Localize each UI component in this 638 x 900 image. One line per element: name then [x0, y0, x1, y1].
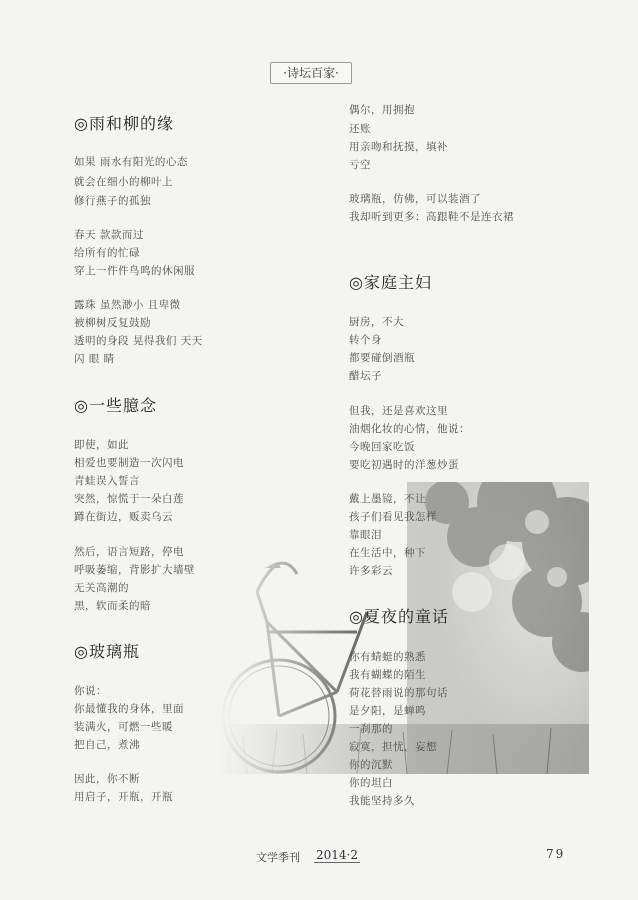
poem-title-yixie-yinian: ◎一些臆念 [74, 396, 157, 415]
poem-line: 无关高潮的 [74, 582, 129, 594]
poem-line: 用亲吻和抚摸，填补 [349, 141, 448, 153]
poem-line: 如果 雨水有阳光的心态 [74, 156, 188, 168]
poem-title-xiaye-tonghua: ◎夏夜的童话 [349, 607, 449, 626]
poem-line: 被柳树反复鼓励 [74, 317, 151, 329]
poem-line: 把自己，煮沸 [74, 739, 140, 751]
poem-line: 你最懂我的身体，里面 [74, 703, 184, 715]
poem-line: 你的沉默 [349, 759, 393, 771]
poem-line: 转个身 [349, 334, 382, 346]
poem-line: 你的坦白 [349, 777, 393, 789]
poem-line: 在生活中，种下 [349, 547, 426, 559]
page-number: 79 [546, 847, 566, 861]
poem-line: 我能坚持多久 [349, 795, 415, 807]
poem-line: 油烟化妆的心情，他说： [349, 423, 470, 435]
poem-line: 就会在细小的柳叶上 [74, 176, 173, 188]
poem-line: 突然，惊慌于一朵白莲 [74, 493, 184, 505]
poem-line: 我有蝴蝶的陌生 [349, 669, 426, 681]
poem-line: 相爱也要制造一次闪电 [74, 457, 184, 469]
poem-line: 春天 款款而过 [74, 229, 144, 241]
poem-line: 你有蜻蜓的熟悉 [349, 651, 426, 663]
poem-line: 然后，语言短路，停电 [74, 546, 184, 558]
poem-line: 一刹那的 [349, 723, 393, 735]
poem-line: 我却听到更多：高跟鞋不是连衣裙 [349, 211, 514, 223]
poem-line: 青蛙误入誓言 [74, 475, 140, 487]
poem-line: 露珠 虽然渺小 且卑微 [74, 299, 181, 311]
journal-name: 文学季刊 [256, 851, 300, 864]
poem-line: 许多彩云 [349, 565, 393, 577]
poem-line: 戴上墨镜，不让 [349, 493, 426, 505]
poem-line: 荷花替雨说的那句话 [349, 687, 448, 699]
poem-line: 玻璃瓶，仿佛，可以装酒了 [349, 193, 481, 205]
poem-line: 靠眼泪 [349, 529, 382, 541]
poem-title-boli-ping: ◎玻璃瓶 [74, 642, 140, 661]
poem-title-jiating-zhufu: ◎家庭主妇 [349, 273, 432, 292]
poem-line: 因此，你不断 [74, 773, 140, 785]
poem-line: 厨房，不大 [349, 316, 404, 328]
poem-line: 穿上一件件鸟鸣的休闲服 [74, 265, 195, 277]
poem-line: 寂寞，担忧，妄想 [349, 741, 437, 753]
poem-line: 给所有的忙碌 [74, 247, 140, 259]
poem-line: 醋坛子 [349, 370, 382, 382]
poem-line: 今晚回家吃饭 [349, 441, 415, 453]
section-badge: ·诗坛百家· [270, 62, 352, 84]
poem-line: 装满火，可燃一些暖 [74, 721, 173, 733]
poem-line: 修行燕子的孤独 [74, 195, 151, 207]
poem-line: 用启子，开瓶，开瓶 [74, 791, 173, 803]
poem-line: 要吃初遇时的洋葱炒蛋 [349, 459, 459, 471]
poem-line: 黑，软而柔的暗 [74, 600, 151, 612]
bicycle-photo [217, 482, 589, 774]
poem-line: 蹲在街边，贩卖乌云 [74, 511, 173, 523]
poem-line: 孩子们看见我怎样 [349, 511, 437, 523]
poem-line: 是夕阳，是蝉鸣 [349, 705, 426, 717]
poem-line: 即使，如此 [74, 439, 129, 451]
poem-line: 呼吸萎缩，背影扩大墙壁 [74, 564, 195, 576]
poem-line: 都要碰倒酒瓶 [349, 352, 415, 364]
poem-line: 亏空 [349, 159, 371, 171]
issue-number: 2014·2 [316, 848, 358, 862]
poem-title-yu-he-liu: ◎雨和柳的缘 [74, 114, 174, 133]
poem-line: 还账 [349, 123, 371, 135]
poem-line: 闪 眼 睛 [74, 353, 115, 365]
poem-line: 透明的身段 晃得我们 天天 [74, 335, 203, 347]
poem-line: 你说： [74, 685, 107, 697]
poem-line: 偶尔，用拥抱 [349, 104, 415, 116]
poem-line: 但我，还是喜欢这里 [349, 405, 448, 417]
